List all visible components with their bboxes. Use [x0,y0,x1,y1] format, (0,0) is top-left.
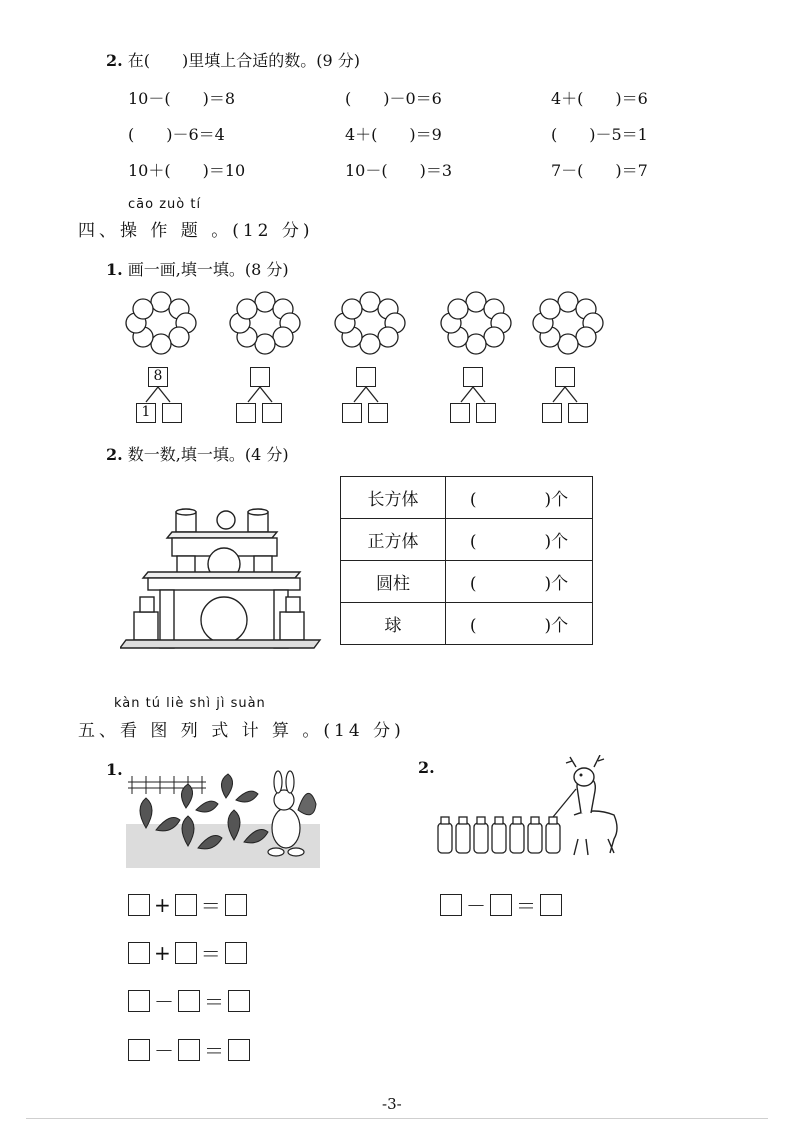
q2-eq-1-2: ( )－0＝6 [345,89,442,108]
blocks-illustration [120,500,330,660]
equals-sign: ＝ [200,894,221,918]
table-row [341,519,593,561]
answer-box[interactable] [175,894,197,916]
table-row [341,561,593,603]
bottom-divider [26,1118,768,1119]
bond-4-top[interactable] [463,367,483,387]
rabbit-radish-picture [126,768,320,868]
bond-1-top[interactable]: 8 [148,367,168,387]
count-blank[interactable]: ( )个 [446,477,593,519]
answer-box[interactable] [128,990,150,1012]
bond-1-left[interactable]: 1 [136,403,156,423]
bond-3-left[interactable] [342,403,362,423]
bond-2-right[interactable] [262,403,282,423]
count-blank[interactable]: ( )个 [446,603,593,645]
equals-sign: ＝ [200,942,221,966]
answer-box[interactable] [490,894,512,916]
shape-label: 长方体 [341,477,446,519]
flower-4 [441,292,511,354]
flower-5 [533,292,603,354]
bond-5-left[interactable] [542,403,562,423]
flower-1 [126,292,196,354]
bond-3-top[interactable] [356,367,376,387]
operator: － [154,1039,174,1063]
count-blank[interactable]: ( )个 [446,519,593,561]
equals-sign: ＝ [516,894,536,918]
operator: + [154,892,171,917]
answer-box[interactable] [128,894,150,916]
q2-eq-2-1: ( )－6＝4 [128,125,225,144]
answer-box[interactable] [440,894,462,916]
s4-q2-title: 2. 数一数,填一填。(4 分) [106,445,289,464]
bond-5-right[interactable] [568,403,588,423]
answer-box[interactable] [128,942,150,964]
equation-4 [128,1035,250,1064]
q2-eq-3-3: 7－( )＝7 [551,161,648,180]
section5-pinyin: kàn tú liè shì jì suàn [114,696,266,711]
equals-sign: ＝ [204,990,224,1014]
q2-title: 2. 在( )里填上合适的数。(9 分) [106,51,361,70]
shape-label: 球 [341,603,446,645]
count-blank[interactable]: ( )个 [446,561,593,603]
page-number: -3- [382,1095,402,1113]
answer-box[interactable] [175,942,197,964]
shape-label: 圆柱 [341,561,446,603]
table-row [341,477,593,519]
bond-4-right[interactable] [476,403,496,423]
answer-box[interactable] [228,990,250,1012]
operator: － [466,894,486,918]
flower-3 [335,292,405,354]
answer-box[interactable] [540,894,562,916]
s4-q1-title: 1. 画一画,填一填。(8 分) [106,260,289,279]
answer-box[interactable] [225,894,247,916]
problem-1-label: 1. [106,760,123,779]
bond-1-right[interactable] [162,403,182,423]
shape-label: 正方体 [341,519,446,561]
answer-box[interactable] [225,942,247,964]
shape-count-table [340,476,593,645]
section5-heading: 五、看 图 列 式 计 算 。(14 分) [78,721,405,741]
flower-circles [0,280,793,360]
q2-eq-3-1: 10＋( )＝10 [128,161,246,180]
operator: － [154,990,174,1014]
q2-eq-2-3: ( )－5＝1 [551,125,648,144]
answer-box[interactable] [128,1039,150,1061]
bond-5-top[interactable] [555,367,575,387]
answer-box[interactable] [178,990,200,1012]
answer-box[interactable] [178,1039,200,1061]
bond-4-left[interactable] [450,403,470,423]
bond-3-right[interactable] [368,403,388,423]
equation-2 [128,938,247,967]
section4-pinyin: cāo zuò tí [128,197,202,212]
equals-sign: ＝ [204,1039,224,1063]
q2-eq-1-3: 4＋( )＝6 [551,89,648,108]
q2-eq-1-1: 10－( )＝8 [128,89,236,108]
q2-eq-3-2: 10－( )＝3 [345,161,453,180]
deer-bottles-picture [436,755,626,860]
equation-1 [128,890,247,919]
equation-3 [128,986,250,1015]
q2-eq-2-2: 4＋( )＝9 [345,125,442,144]
operator: + [154,940,171,965]
section4-heading: 四、操 作 题 。(12 分) [78,221,314,241]
problem-2-label: 2. [418,758,435,777]
answer-box[interactable] [228,1039,250,1061]
bond-2-left[interactable] [236,403,256,423]
table-row [341,603,593,645]
flower-2 [230,292,300,354]
equation-5 [440,890,562,919]
bond-2-top[interactable] [250,367,270,387]
number-bond-lines [0,365,793,427]
